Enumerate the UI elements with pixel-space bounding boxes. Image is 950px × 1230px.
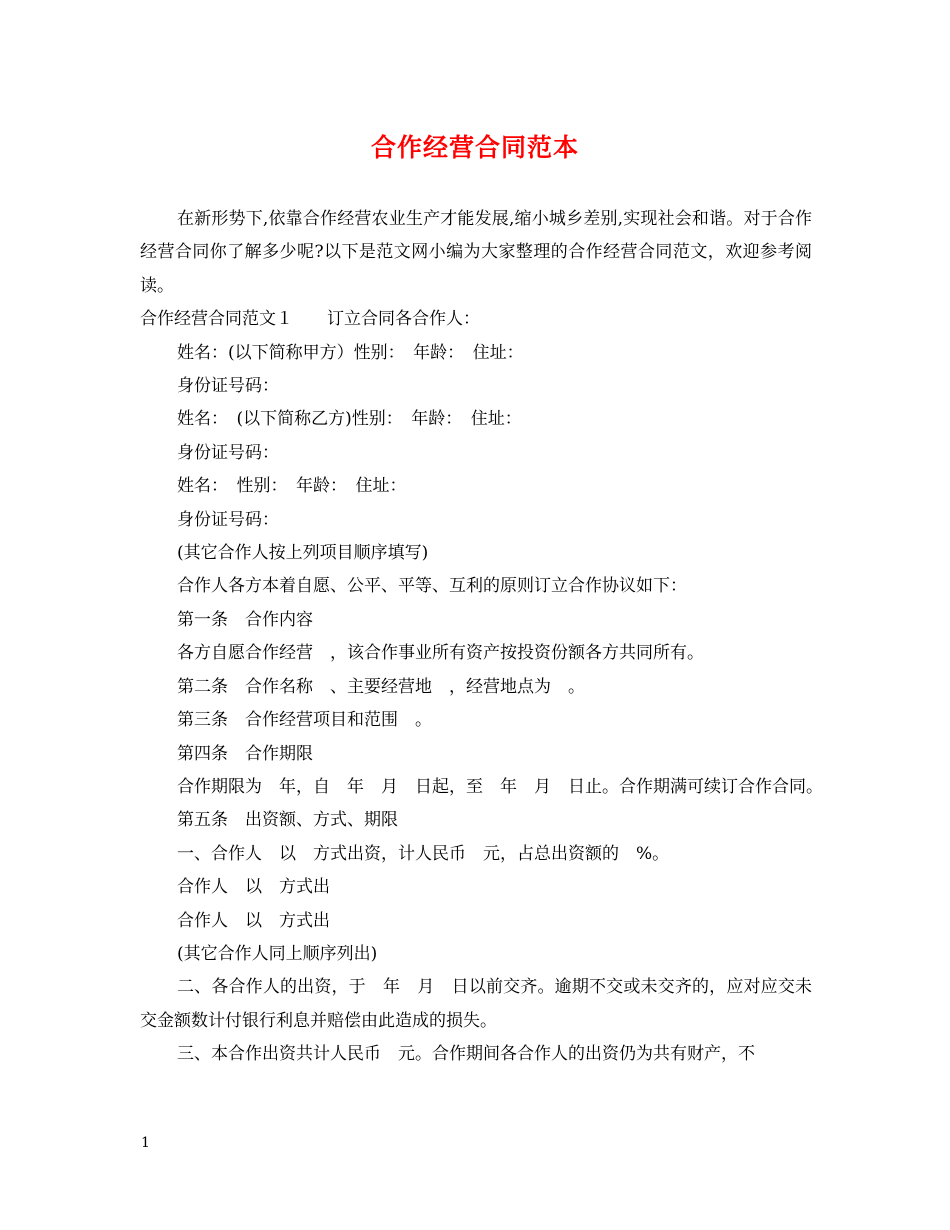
party-a-id: 身份证号码： (177, 376, 279, 397)
article-4-text: 合作期限为 年，自 年 月 日起，至 年 月 日止。合作期满可续订合作合同。 (177, 776, 823, 797)
document-body (140, 203, 823, 1072)
party-b-info: 姓名： (以下简称乙方)性别： 年龄： 住址： (177, 409, 522, 430)
article-1-heading: 第一条 合作内容 (177, 609, 313, 630)
party-a-info: 姓名：(以下简称甲方）性别： 年龄： 住址： (177, 342, 524, 363)
document-title: 合作经营合同范本 (370, 133, 579, 162)
article-5-partner-line-1: 合作人 以 方式出 (177, 877, 330, 898)
article-3-text: 第三条 合作经营项目和范围 。 (177, 710, 432, 731)
party-c-id: 身份证号码： (177, 509, 279, 530)
party-b-id: 身份证号码： (177, 442, 279, 463)
contract-heading-line: 合作经营合同范文１ 订立合同各合作人： (140, 309, 480, 330)
article-5-item-3: 三、本合作出资共计人民币 元。合作期间各合作人的出资仍为共有财产，不 (177, 1044, 755, 1065)
article-1-text: 各方自愿合作经营 ，该合作事业所有资产按投资份额各方共同所有。 (177, 643, 704, 664)
agreement-principle: 合作人各方本着自愿、公平、平等、互利的原则订立合作协议如下： (177, 576, 687, 597)
other-parties-note: (其它合作人按上列项目顺序填写) (177, 543, 429, 564)
article-5-item-1: 一、合作人 以 方式出资，计人民币 元，占总出资额的 %。 (177, 843, 670, 864)
article-5-heading: 第五条 出资额、方式、期限 (177, 810, 398, 831)
article-2-text: 第二条 合作名称 、主要经营地 ，经营地点为 。 (177, 676, 585, 697)
article-4-heading: 第四条 合作期限 (177, 743, 313, 764)
article-5-partner-line-2: 合作人 以 方式出 (177, 910, 330, 931)
article-5-item-2: 二、各合作人的出资，于 年 月 日以前交齐。逾期不交或未交齐的，应对应交未交金额数计付银行利息并赔偿由此造成的损失。 (140, 977, 812, 1031)
page-number: 1 (141, 1135, 150, 1151)
intro-paragraph: 在新形势下,依靠合作经营农业生产才能发展,缩小城乡差别,实现社会和谐。对于合作经营合同你了解多少呢?以下是范文网小编为大家整理的合作经营合同范文，欢迎参考阅读。 (140, 209, 812, 296)
article-5-other-parties: (其它合作人同上顺序列出) (177, 943, 378, 964)
party-c-info: 姓名： 性别： 年龄： 住址： (177, 476, 407, 497)
